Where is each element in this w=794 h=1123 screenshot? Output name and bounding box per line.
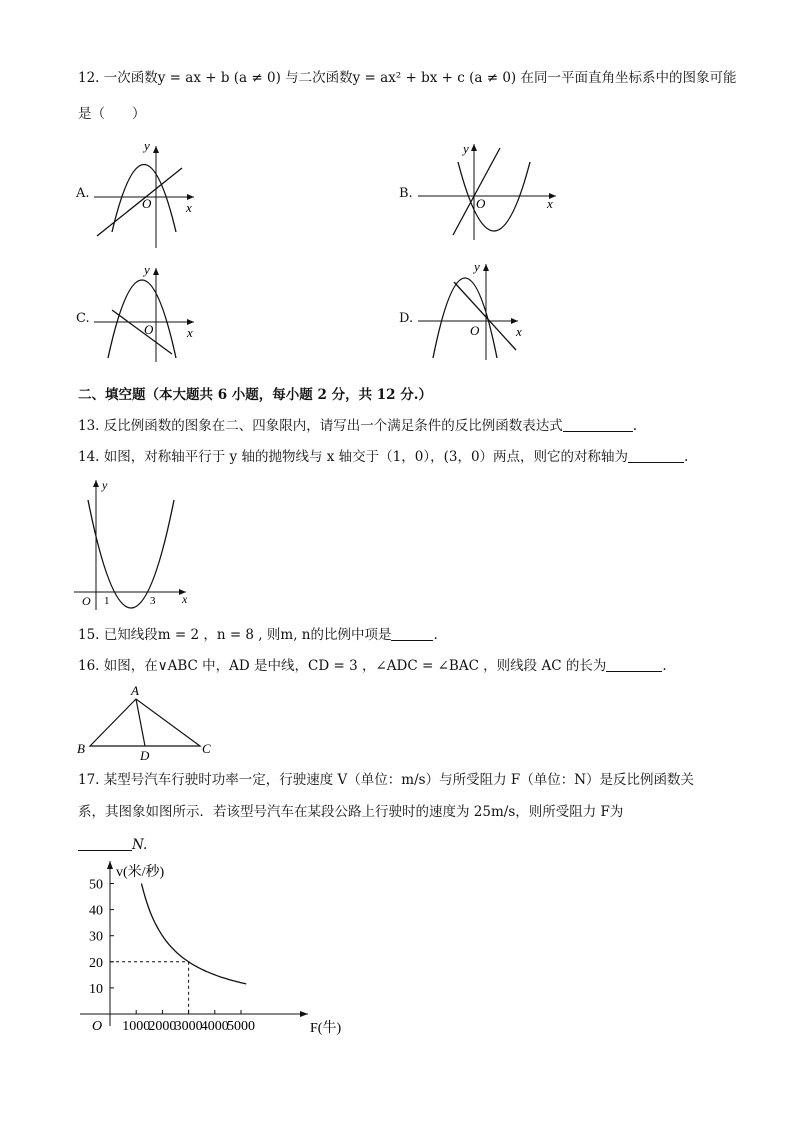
q17-blank: [78, 836, 132, 851]
vertex-c: C: [202, 741, 211, 756]
origin-label: O: [82, 594, 91, 608]
origin-label: O: [92, 1019, 103, 1034]
x-tick-label: 2000: [148, 1019, 177, 1034]
x-label: x: [516, 324, 522, 339]
y-tick-label: 20: [89, 955, 103, 971]
q16: [78, 657, 667, 675]
option-c-label: C.: [76, 311, 90, 326]
x-label: x: [187, 325, 193, 340]
q14-blank: [628, 448, 684, 463]
line: [97, 168, 182, 236]
y-label: y: [102, 478, 108, 492]
q15: [78, 626, 438, 644]
q14-figure: [74, 476, 204, 616]
tick-3: 3: [150, 595, 156, 607]
y-arrow: [93, 480, 99, 487]
option-a-label: A.: [76, 186, 90, 201]
q14: [78, 448, 688, 466]
line: [112, 310, 172, 354]
q13-end: .: [632, 418, 638, 434]
y-arrow: [471, 144, 477, 151]
q13-blank: [563, 417, 633, 432]
q16-text: 16. 如图，在∨ABC 中，AD 是中线，CD = 3 ，∠ADC = ∠BAC ，则线段 AC 的长为: [78, 658, 607, 674]
y-arrow: [153, 268, 159, 275]
x-tick-label: 5000: [227, 1019, 255, 1034]
section-heading: 二、填空题（本大题共 6 小题，每小题 2 分，共 12 分.）: [78, 387, 432, 403]
x-axis-arrow: [300, 1011, 308, 1017]
y-tick-label: 50: [89, 877, 103, 893]
origin-label: O: [470, 323, 480, 338]
x-label: x: [186, 200, 192, 215]
q15-end: .: [433, 627, 438, 643]
vertex-a: A: [131, 683, 139, 698]
q16-blank: [606, 657, 662, 672]
option-b-graph: [418, 140, 568, 250]
x-tick-label: 1000: [122, 1019, 151, 1034]
q17-chart: [80, 855, 380, 1050]
point-d: D: [140, 748, 150, 763]
q12-stem-cont: 是（ ）: [78, 106, 146, 122]
y-axis-label: v(米/秒): [116, 865, 165, 880]
vertex-b: B: [77, 741, 85, 756]
line: [453, 148, 500, 235]
q15-text: 15. 已知线段m = 2 ，n = 8 , 则m, n的比例中项是: [78, 627, 392, 643]
option-d-label: D.: [399, 311, 414, 326]
q17-line1: 17. 某型号汽车行驶时功率一定，行驶速度 V（单位：m/s）与所受阻力 F（单位：N）是反比例函数关: [78, 772, 695, 788]
q13: [78, 417, 637, 435]
y-tick-label: 40: [89, 903, 103, 919]
median-ad: [136, 699, 145, 746]
y-arrow: [153, 146, 159, 153]
origin-label: O: [142, 196, 152, 211]
parabola: [108, 280, 176, 358]
option-c-graph: [94, 262, 214, 372]
y-tick-label: 30: [89, 929, 103, 945]
tick-1: 1: [104, 595, 110, 607]
y-arrow: [483, 264, 489, 271]
origin-label: O: [144, 322, 154, 337]
x-tick-label: 4000: [200, 1019, 229, 1034]
option-b-label: B.: [399, 186, 413, 201]
line: [454, 282, 516, 350]
q15-blank: [391, 626, 433, 641]
q17-line2: 系，其图象如图所示．若该型号汽车在某段公路上行驶时的速度为 25m/s，则所受阻力 F为: [78, 804, 624, 820]
x-axis-label: F(牛): [310, 1021, 342, 1036]
q14-end: .: [684, 449, 689, 465]
q17-unit: N.: [132, 837, 148, 853]
y-axis-arrow: [107, 861, 113, 869]
y-label: y: [144, 262, 150, 277]
triangle-abc: [90, 699, 200, 746]
y-label: y: [463, 141, 469, 156]
y-tick-label: 10: [89, 981, 103, 997]
y-label: y: [144, 138, 150, 153]
q12-stem: 12. 一次函数y = ax + b (a ≠ 0) 与二次函数y = ax² + bx + c (a ≠ 0) 在同一平面直角坐标系中的图象可能: [78, 70, 737, 86]
origin-label: O: [476, 196, 486, 211]
series-curve: [141, 884, 246, 984]
x-tick-label: 3000: [174, 1019, 203, 1034]
option-d-graph: [418, 258, 558, 368]
q13-text: 13. 反比例函数的图象在二、四象限内，请写出一个满足条件的反比例函数表达式: [78, 418, 563, 434]
x-label: x: [547, 196, 553, 211]
q17-line3: [78, 836, 147, 854]
q16-figure: [72, 680, 222, 763]
q16-end: .: [662, 658, 667, 674]
x-label: x: [182, 592, 188, 606]
q14-text: 14. 如图，对称轴平行于 y 轴的抛物线与 x 轴交于（1，0），(3，0）两点，则它的对称轴为: [78, 449, 629, 465]
option-a-graph: [94, 140, 204, 250]
y-label: y: [474, 259, 480, 274]
